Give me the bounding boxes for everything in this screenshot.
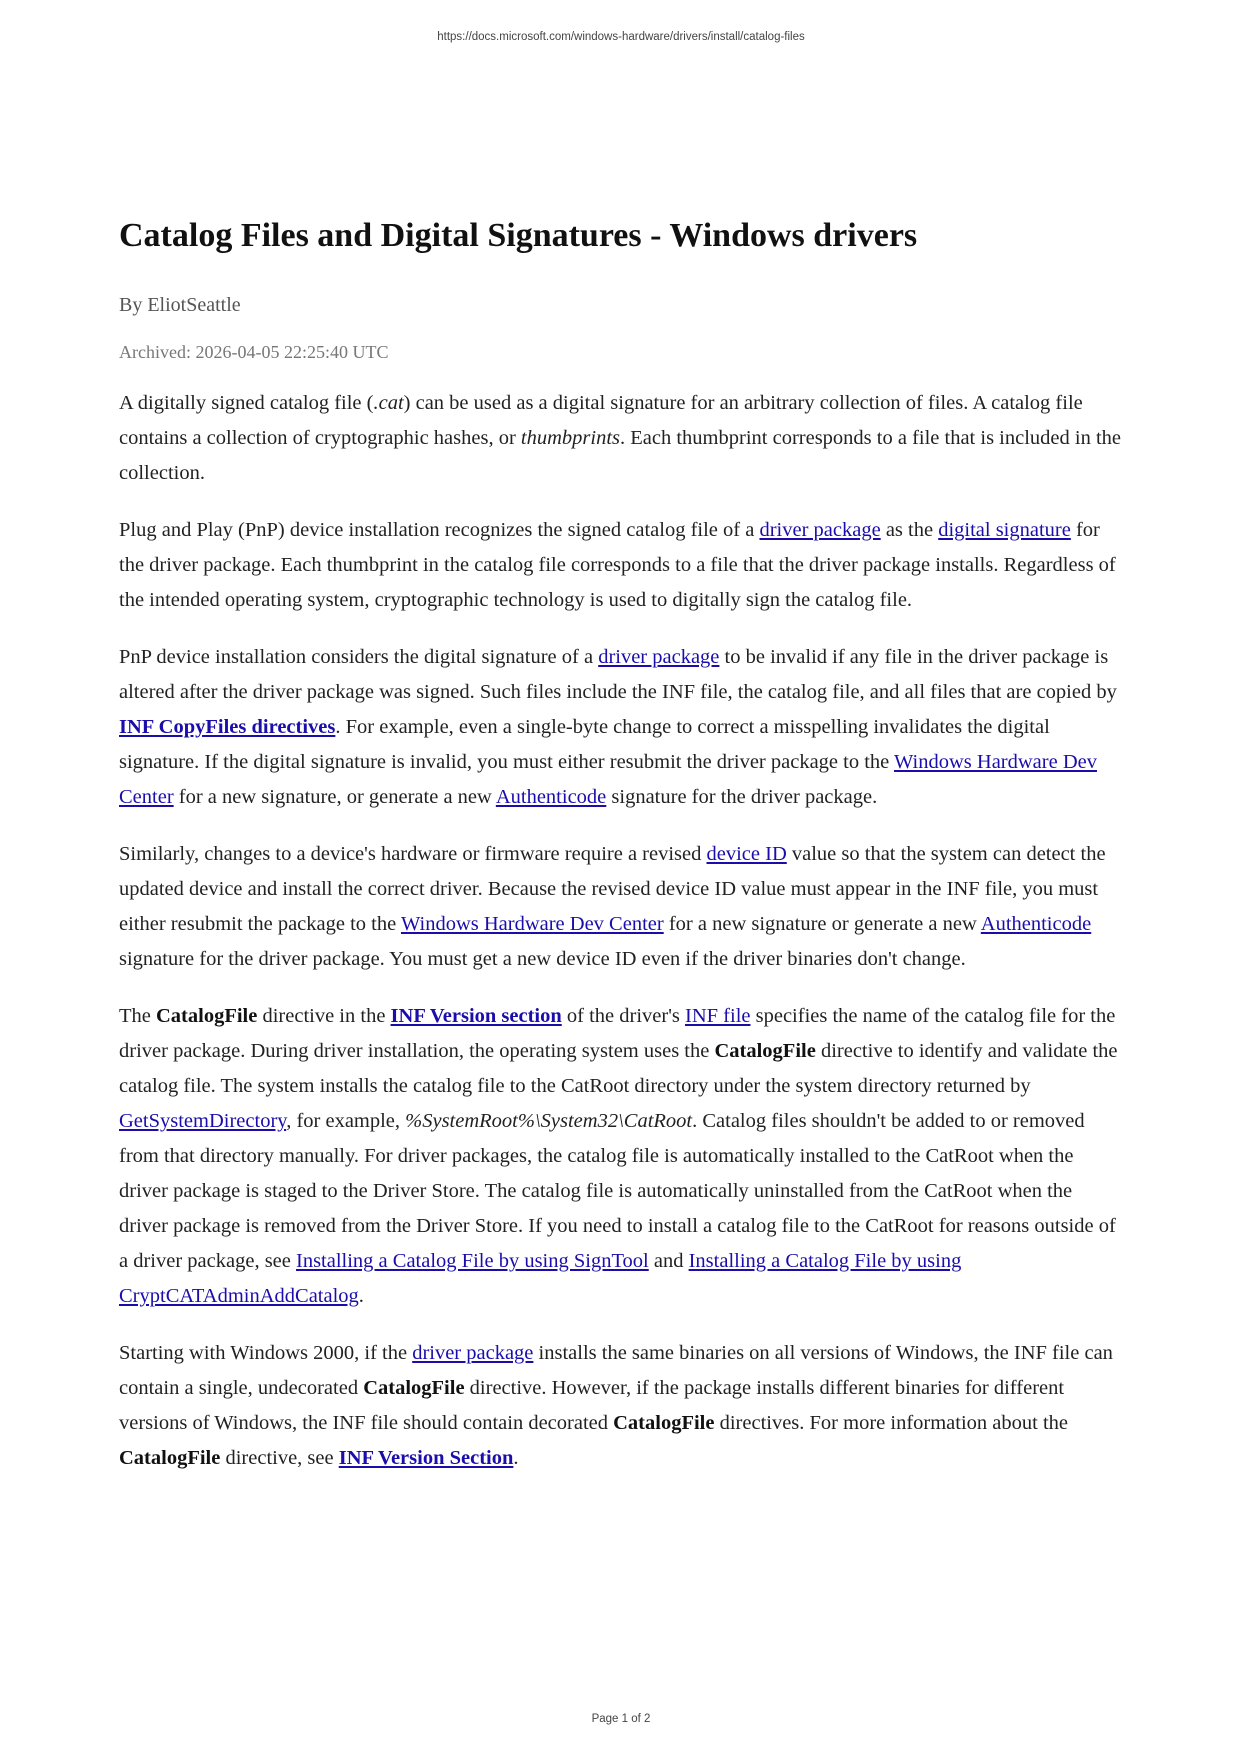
italic-text: .cat	[373, 392, 404, 414]
paragraph-5	[119, 999, 1124, 1314]
text: . Each thumbprint corresponds to a file that is included in the collection.	[119, 427, 1122, 484]
text: directive, see	[220, 1447, 339, 1469]
link-getsystemdirectory[interactable]: GetSystemDirectory	[119, 1110, 287, 1132]
text: installs the same binaries on all versions of Windows, the INF file can contain a single, undecorated	[119, 1342, 1113, 1399]
link-authenticode[interactable]: Authenticode	[495, 786, 607, 808]
bold-term: CatalogFile	[119, 1447, 221, 1469]
link-digital-signature[interactable]: digital signature	[938, 519, 1071, 541]
text: . For example, even a single-byte change to correct a misspelling invalidates the digital signature. If the digital signature is invalid, you must either resubmit the driver package to the	[119, 716, 1050, 773]
link-device-id[interactable]: device ID	[706, 843, 787, 865]
text: for the driver package. Each thumbprint in the catalog file corresponds to a file that the driver package installs. Regardless of the intended operating system, cryptographic technology is used to digitally sign the catalog file.	[119, 519, 1116, 611]
paragraph-3	[119, 640, 1124, 815]
bold-term: CatalogFile	[714, 1040, 816, 1062]
paragraph-1	[119, 386, 1124, 491]
link-driver-package[interactable]: driver package	[598, 646, 720, 668]
text: Plug and Play (PnP) device installation recognizes the signed catalog file of a	[119, 519, 760, 541]
link-windows-hardware-dev-center[interactable]: Windows Hardware Dev Center	[400, 913, 664, 935]
text: to be invalid if any file in the driver package is altered after the driver package was signed. Such files include the INF file, the catalog file, and all files that are copied by	[119, 646, 1117, 703]
text: signature for the driver package.	[606, 786, 878, 808]
text: .	[513, 1447, 519, 1469]
link-installing-catalog-cryptcatadmin[interactable]: Installing a Catalog File by using CryptCATAdminAddCatalog	[119, 1250, 962, 1307]
italic-path: %SystemRoot%\System32\CatRoot	[405, 1110, 693, 1132]
text: directive to identify and validate the catalog file. The system installs the catalog file to the CatRoot directory under the system directory returned by	[119, 1040, 1118, 1097]
link-installing-catalog-signtool[interactable]: Installing a Catalog File by using SignTool	[296, 1250, 649, 1272]
text: A digitally signed catalog file (	[119, 392, 374, 414]
text: specifies the name of the catalog file for the driver package. During driver installation, the operating system uses the	[119, 1005, 1116, 1062]
text: for a new signature, or generate a new	[173, 786, 496, 808]
link-driver-package[interactable]: driver package	[412, 1342, 534, 1364]
text: for a new signature or generate a new	[663, 913, 981, 935]
text: directive. However, if the package installs different binaries for different versions of Windows, the INF file should contain decorated	[119, 1377, 1065, 1434]
bold-term: CatalogFile	[363, 1377, 465, 1399]
bold-term: CatalogFile	[613, 1412, 715, 1434]
article	[119, 210, 1124, 1476]
link-authenticode[interactable]: Authenticode	[980, 913, 1092, 935]
text: as the	[880, 519, 939, 541]
page-title: Catalog Files and Digital Signatures - Windows drivers	[119, 217, 918, 254]
text: The	[119, 1005, 156, 1027]
paragraph-4	[119, 837, 1124, 977]
italic-text: thumbprints	[520, 427, 621, 449]
text: Starting with Windows 2000, if the	[119, 1342, 413, 1364]
text: .	[358, 1285, 364, 1307]
page-url-header: https://docs.microsoft.com/windows-hardware/drivers/install/catalog-files	[437, 31, 805, 43]
link-inf-copyfiles-directives[interactable]: INF CopyFiles directives	[119, 716, 336, 738]
link-inf-file[interactable]: INF file	[685, 1005, 751, 1027]
link-inf-version-section[interactable]: INF Version Section	[338, 1447, 514, 1469]
bold-term: CatalogFile	[156, 1005, 258, 1027]
link-driver-package[interactable]: driver package	[759, 519, 881, 541]
text: ) can be used as a digital signature for an arbitrary collection of files. A catalog file contains a collection of cryptographic hashes, or	[119, 392, 1083, 449]
page-number-footer: Page 1 of 2	[591, 1713, 651, 1725]
paragraph-2	[119, 513, 1124, 618]
text: of the driver's	[561, 1005, 686, 1027]
text: . Catalog files shouldn't be added to or removed from that directory manually. For driver packages, the catalog file is automatically installed to the CatRoot when the driver package is staged to the Driver Store. The catalog file is automatically uninstalled from the CatRoot when the driver package is removed from the Driver Store. If you need to install a catalog file to the CatRoot for reasons outside of a driver package, see	[119, 1110, 1116, 1272]
link-windows-hardware-dev-center[interactable]: Windows Hardware Dev Center	[119, 751, 1097, 808]
text: value so that the system can detect the updated device and install the correct driver. Because the revised device ID value must appear in the INF file, you must either resubmit the package to the	[119, 843, 1106, 935]
text: and	[648, 1250, 689, 1272]
author-byline: By EliotSeattle	[119, 294, 241, 316]
text: Similarly, changes to a device's hardware or firmware require a revised	[119, 843, 707, 865]
text: , for example,	[286, 1110, 406, 1132]
link-inf-version-section[interactable]: INF Version section	[390, 1005, 562, 1027]
text: directive in the	[257, 1005, 391, 1027]
text: PnP device installation considers the digital signature of a	[119, 646, 599, 668]
text: signature for the driver package. You must get a new device ID even if the driver binaries don't change.	[119, 948, 966, 970]
archived-timestamp: Archived: 2026-04-05 22:25:40 UTC	[119, 342, 389, 362]
paragraph-6	[119, 1336, 1124, 1476]
text: directives. For more information about the	[714, 1412, 1069, 1434]
